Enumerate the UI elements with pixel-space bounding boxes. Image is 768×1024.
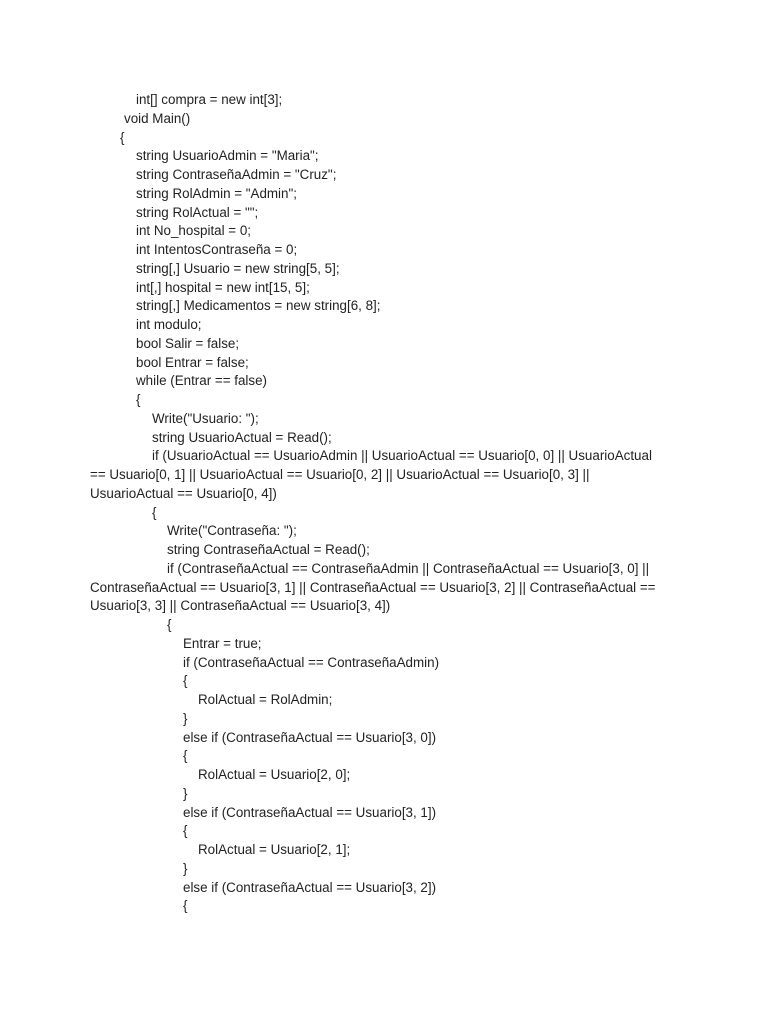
code-line: == Usuario[0, 1] || UsuarioActual == Usuario[0, 2] || UsuarioActual == Usuario[0, 3] || — [90, 467, 590, 482]
code-line: UsuarioActual == Usuario[0, 4]) — [90, 485, 277, 501]
code-line: int IntentosContraseña = 0; — [136, 242, 298, 257]
code-line: { — [183, 748, 188, 764]
code-line: bool Entrar = false; — [136, 354, 249, 370]
code-line: string UsuarioAdmin = "Maria"; — [136, 148, 319, 164]
code-line: { — [152, 504, 157, 520]
code-line: string ContraseñaAdmin = "Cruz"; — [136, 167, 337, 182]
code-line: } — [183, 785, 188, 801]
code-line: int[,] hospital = new int[15, 5]; — [136, 279, 310, 295]
code-line: } — [183, 710, 188, 726]
code-line: { — [120, 129, 125, 145]
code-line: else if (ContraseñaActual == Usuario[3, 2]) — [183, 879, 437, 895]
code-line: string RolActual = ""; — [136, 204, 259, 220]
code-line: } — [183, 860, 188, 876]
code-line: Usuario[3, 3] || ContraseñaActual == Usuario[3, 4]) — [90, 598, 391, 614]
code-line: string[,] Usuario = new string[5, 5]; — [136, 260, 340, 276]
code-line: RolActual = RolAdmin; — [198, 692, 333, 707]
code-line: { — [183, 823, 188, 839]
code-line: { — [183, 898, 188, 914]
code-line: string UsuarioActual = Read(); — [152, 429, 332, 445]
code-line: int[] compra = new int[3]; — [136, 92, 283, 107]
code-line: string RolAdmin = "Admin"; — [136, 185, 297, 201]
code-line: Entrar = true; — [183, 635, 262, 651]
code-line: while (Entrar == false) — [136, 373, 267, 389]
code-line: if (ContraseñaActual == ContraseñaAdmin) — [183, 654, 440, 670]
code-line: string ContraseñaActual = Read(); — [167, 542, 370, 557]
code-line: { — [167, 617, 172, 632]
code-line: RolActual = Usuario[2, 0]; — [198, 767, 351, 782]
code-line: else if (ContraseñaActual == Usuario[3, 1]) — [183, 804, 437, 820]
code-line: { — [183, 673, 188, 689]
code-line: { — [136, 392, 141, 407]
code-line: int No_hospital = 0; — [136, 223, 252, 239]
code-line: if (ContraseñaActual == ContraseñaAdmin || ContraseñaActual == Usuario[3, 0] || — [167, 560, 650, 576]
code-line: int modulo; — [136, 317, 202, 332]
code-line: ContraseñaActual == Usuario[3, 1] || ContraseñaActual == Usuario[3, 2] || ContraseñaActual == — [90, 579, 656, 595]
code-line: void Main() — [124, 110, 191, 126]
code-line: bool Salir = false; — [136, 335, 240, 351]
code-listing — [90, 91, 690, 916]
code-line: if (UsuarioActual == UsuarioAdmin || UsuarioActual == Usuario[0, 0] || UsuarioActual — [152, 448, 652, 464]
code-line: Write("Contraseña: "); — [167, 523, 297, 539]
code-line: else if (ContraseñaActual == Usuario[3, 0]) — [183, 729, 437, 745]
code-line: Write("Usuario: "); — [152, 410, 259, 426]
code-line: RolActual = Usuario[2, 1]; — [198, 842, 351, 857]
code-line: string[,] Medicamentos = new string[6, 8]; — [136, 298, 381, 314]
